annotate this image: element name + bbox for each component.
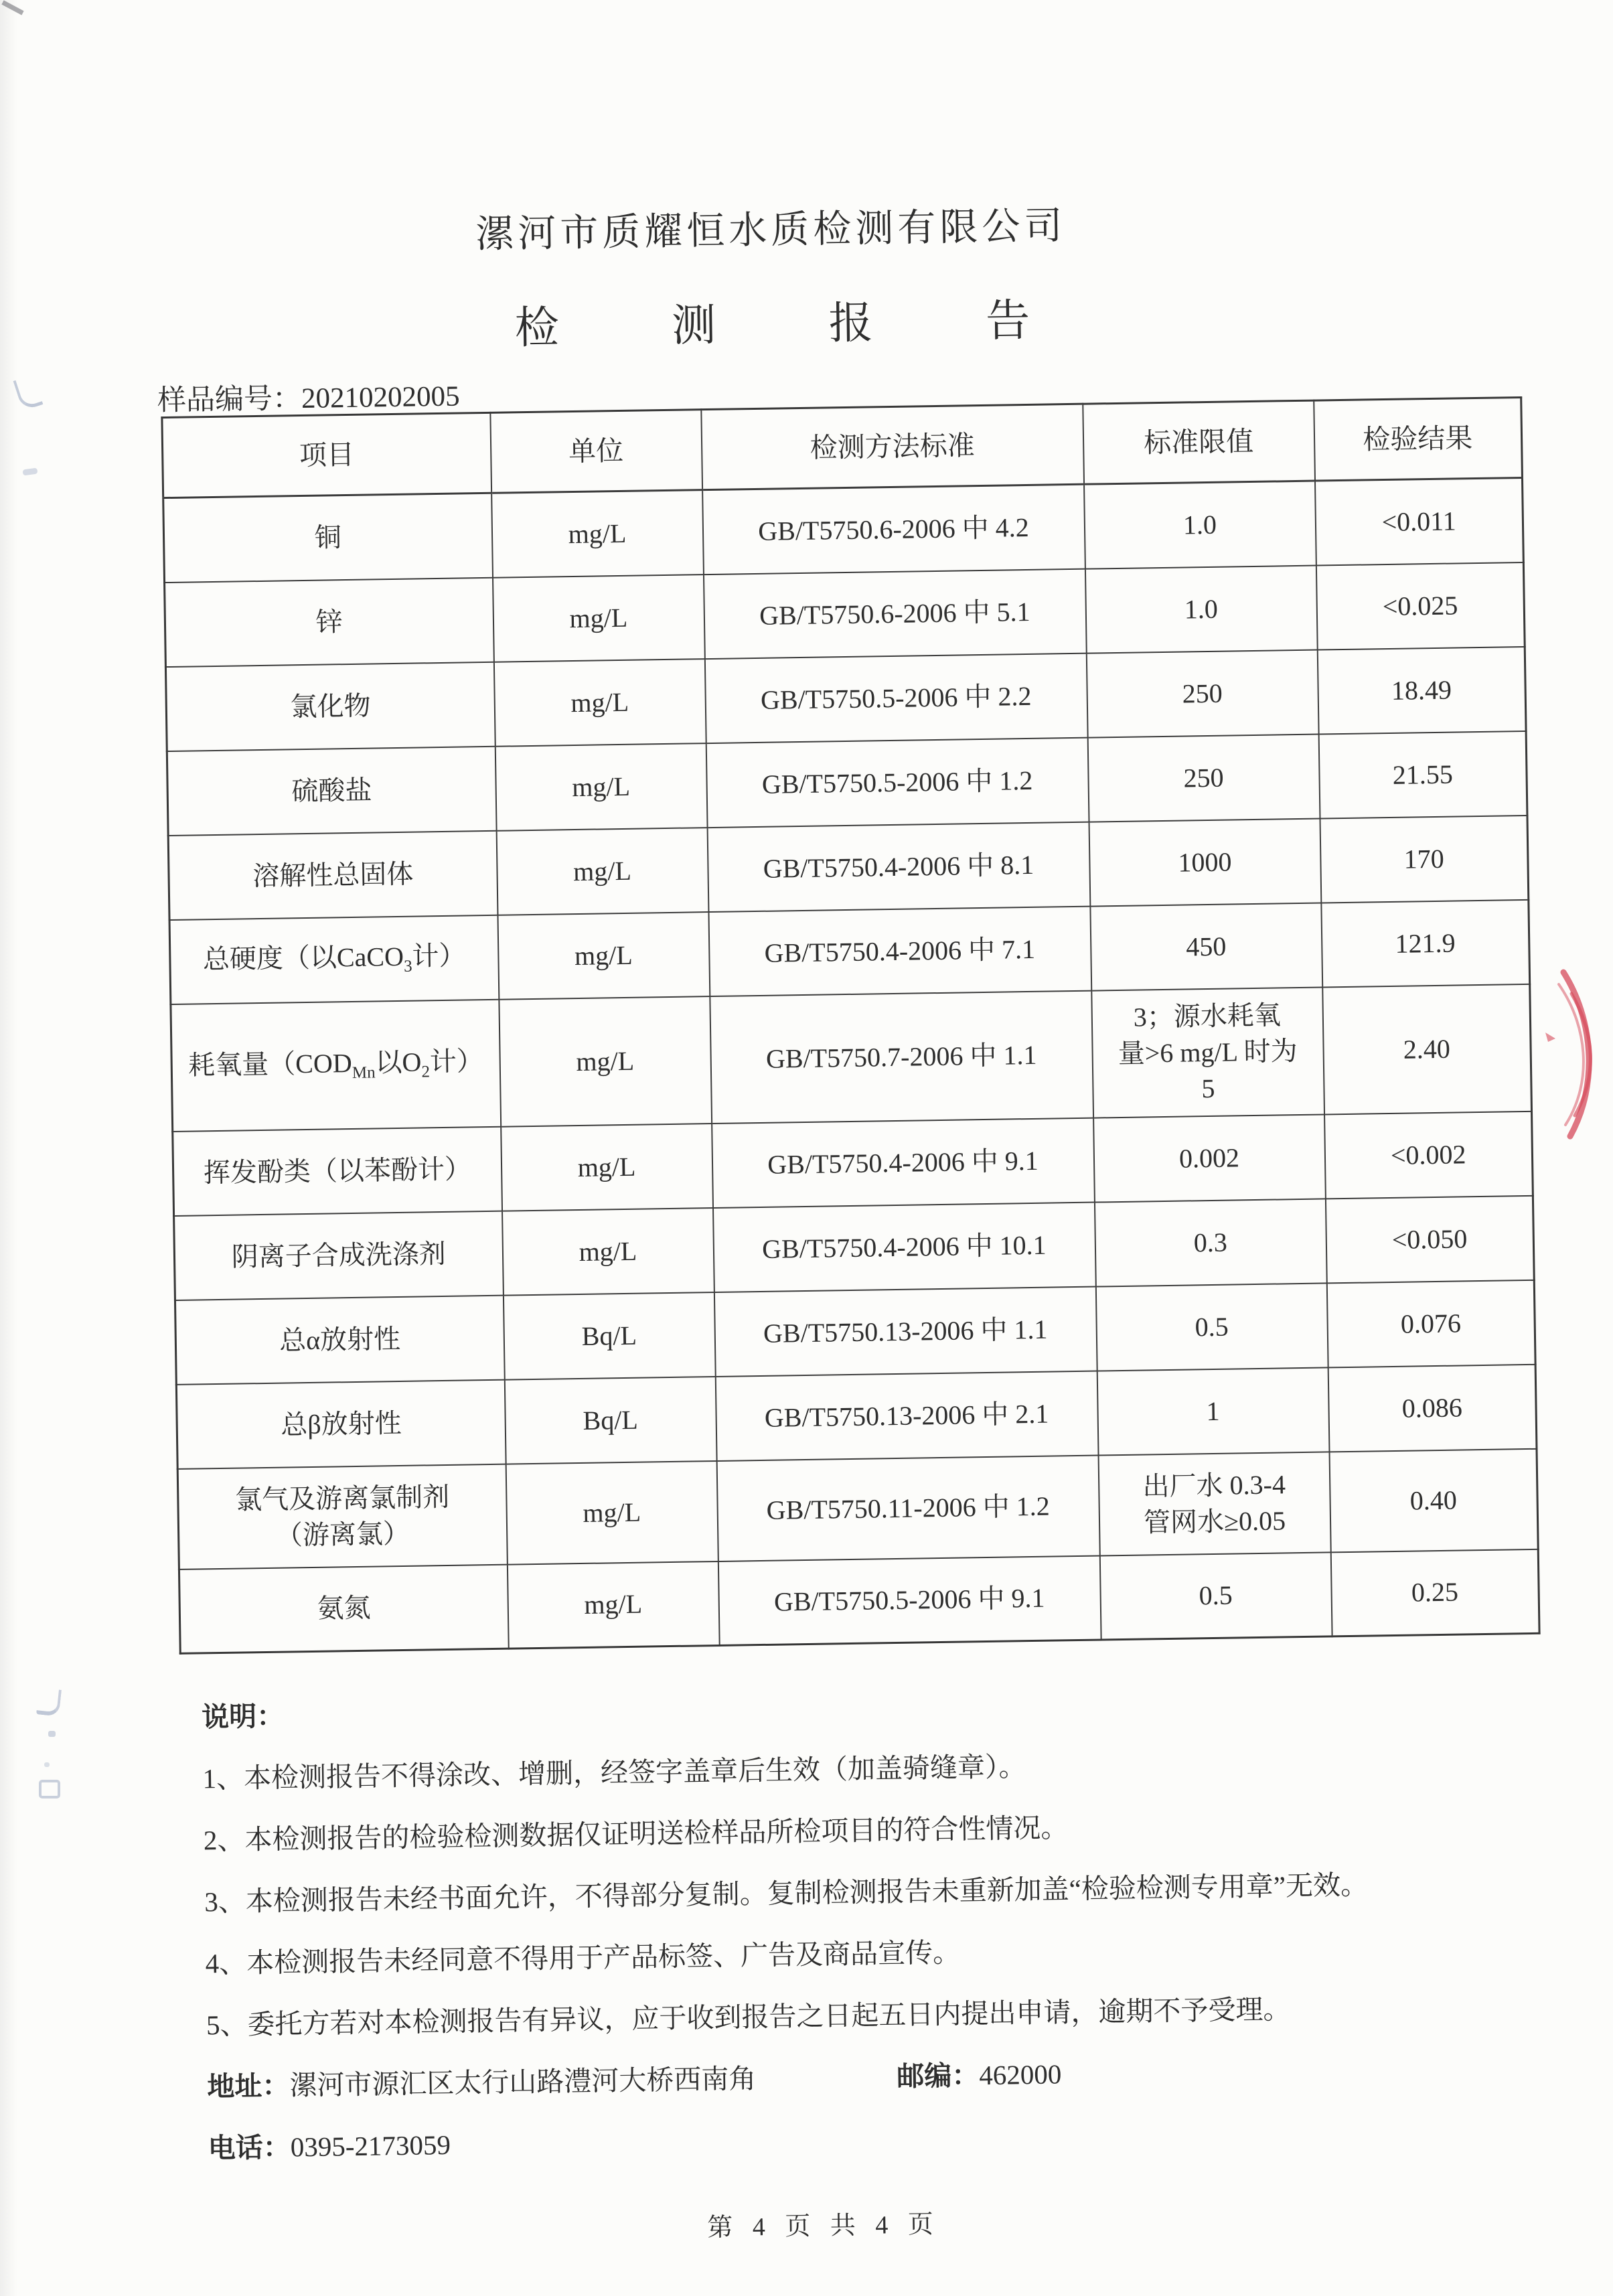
sample-number-label: 样品编号： xyxy=(157,383,302,417)
cell-result: 21.55 xyxy=(1318,731,1527,818)
cell-result: 18.49 xyxy=(1317,646,1526,734)
cell-limit: 250 xyxy=(1087,734,1320,822)
cell-item: 铜 xyxy=(163,493,493,582)
notes-label: 说明： xyxy=(201,1700,285,1733)
cell-unit: Bq/L xyxy=(503,1292,715,1380)
cell-item: 氨氮 xyxy=(179,1564,508,1653)
cell-unit: mg/L xyxy=(501,1124,713,1211)
cell-item: 硫酸盐 xyxy=(167,746,496,835)
header-item: 项目 xyxy=(162,412,491,498)
cell-method: GB/T5750.5-2006 中 1.2 xyxy=(706,737,1089,827)
address-label: 地址： xyxy=(207,2070,290,2102)
cell-result: 0.086 xyxy=(1328,1364,1537,1452)
cell-result: 2.40 xyxy=(1322,984,1532,1114)
notes-section xyxy=(202,1675,1575,2188)
cell-unit: mg/L xyxy=(497,912,710,1000)
header-method: 检测方法标准 xyxy=(701,404,1084,489)
note-item: 2、本检测报告的检验检测数据仅证明送检样品所检项目的符合性情况。 xyxy=(203,1812,1069,1856)
cell-method: GB/T5750.5-2006 中 9.1 xyxy=(718,1555,1101,1645)
cell-result: <0.050 xyxy=(1325,1195,1534,1283)
cell-item: 氯化物 xyxy=(165,662,495,751)
cell-method: GB/T5750.4-2006 中 10.1 xyxy=(713,1202,1096,1292)
cell-method: GB/T5750.5-2006 中 2.2 xyxy=(704,653,1087,743)
note-item: 4、本检测报告未经同意不得用于产品标签、广告及商品宣传。 xyxy=(205,1936,961,1979)
sample-number-line xyxy=(157,374,460,419)
cell-limit: 1 xyxy=(1097,1367,1329,1455)
cell-unit: mg/L xyxy=(499,996,712,1127)
cell-unit: mg/L xyxy=(502,1208,714,1296)
cell-unit: mg/L xyxy=(495,743,707,831)
header-unit: 单位 xyxy=(490,410,702,493)
cell-item: 总β放射性 xyxy=(176,1379,506,1468)
cell-limit: 1000 xyxy=(1089,818,1321,906)
cell-result: 0.25 xyxy=(1330,1549,1539,1636)
cell-item: 总硬度（以CaCO$_3$计） xyxy=(169,915,499,1004)
phone-label: 电话： xyxy=(208,2131,291,2164)
cell-result: 170 xyxy=(1320,815,1529,903)
cell-limit: 1.0 xyxy=(1085,565,1317,653)
cell-method: GB/T5750.7-2006 中 1.1 xyxy=(710,990,1093,1123)
cell-result: <0.002 xyxy=(1324,1111,1533,1199)
results-table xyxy=(161,396,1540,1655)
cell-limit: 0.3 xyxy=(1094,1199,1326,1286)
cell-unit: mg/L xyxy=(506,1460,718,1564)
cell-method: GB/T5750.13-2006 中 2.1 xyxy=(715,1371,1098,1460)
table-row xyxy=(171,984,1532,1131)
cell-limit: 1.0 xyxy=(1084,481,1316,568)
cell-limit: 0.002 xyxy=(1093,1114,1326,1202)
cell-result: <0.011 xyxy=(1315,477,1524,565)
cell-unit: mg/L xyxy=(491,490,704,578)
cell-item: 耗氧量（$COD_{Mn}$以$O_2$计） xyxy=(171,999,501,1131)
cell-item: 溶解性总固体 xyxy=(168,830,497,919)
company-name: 漯河市质耀恒水质检测有限公司 xyxy=(475,205,1067,256)
address-line xyxy=(207,2044,1573,2104)
cell-result: 121.9 xyxy=(1321,899,1530,987)
cell-item: 总α放射性 xyxy=(175,1295,504,1384)
cell-item: 阴离子合成洗涤剂 xyxy=(174,1211,504,1300)
address-value: 漯河市源汇区太行山路澧河大桥西南角 xyxy=(289,2063,757,2101)
postcode-label: 邮编： xyxy=(896,2060,980,2092)
cell-method: GB/T5750.4-2006 中 8.1 xyxy=(707,822,1090,911)
seal-stamp-edge xyxy=(1535,952,1613,1153)
cell-item: 挥发酚类（以苯酚计） xyxy=(173,1126,502,1215)
report-title: 检 测 报 告 xyxy=(514,295,1081,354)
page-number: 第 4 页 共 4 页 xyxy=(707,2210,941,2242)
header-result: 检验结果 xyxy=(1314,397,1523,481)
cell-limit: 0.5 xyxy=(1099,1552,1332,1640)
postcode-group xyxy=(897,2052,1062,2094)
cell-method: GB/T5750.4-2006 中 7.1 xyxy=(708,906,1091,996)
cell-limit: 0.5 xyxy=(1095,1283,1328,1371)
cell-method: GB/T5750.4-2006 中 9.1 xyxy=(712,1118,1095,1207)
cell-item: 氯气及游离氯制剂 （游离氯） xyxy=(177,1464,507,1569)
cell-result: 0.076 xyxy=(1326,1280,1535,1367)
report-title-wrap xyxy=(0,277,1556,364)
cell-unit: mg/L xyxy=(493,659,706,747)
phone-value: 0395-2173059 xyxy=(290,2129,451,2163)
cell-method: GB/T5750.13-2006 中 1.1 xyxy=(714,1286,1097,1376)
cell-unit: mg/L xyxy=(493,575,705,662)
postcode-value: 462000 xyxy=(978,2058,1062,2091)
cell-result: <0.025 xyxy=(1316,562,1525,649)
cell-unit: mg/L xyxy=(507,1561,719,1649)
cell-item: 锌 xyxy=(165,577,494,666)
cell-method: GB/T5750.6-2006 中 5.1 xyxy=(703,568,1086,658)
note-item: 3、本检测报告未经书面允许，不得部分复制。复制检测报告未重新加盖“检验检测专用章”无效。 xyxy=(204,1869,1369,1918)
header-limit: 标准限值 xyxy=(1083,400,1315,484)
note-item: 5、委托方若对本检测报告有异议，应于收到报告之日起五日内提出申请，逾期不予受理。 xyxy=(206,1993,1291,2041)
cell-method: GB/T5750.6-2006 中 4.2 xyxy=(702,484,1085,574)
cell-limit: 3；源水耗氧 量>6 mg/L 时为 5 xyxy=(1091,987,1324,1118)
cell-unit: mg/L xyxy=(496,828,708,915)
cell-limit: 250 xyxy=(1086,649,1318,737)
cell-limit: 出厂水 0.3-4 管网水≥0.05 xyxy=(1098,1452,1330,1555)
phone-line xyxy=(208,2106,1574,2165)
note-item: 1、本检测报告不得涂改、增删，经签字盖章后生效（加盖骑缝章）。 xyxy=(202,1751,1026,1794)
cell-result: 0.40 xyxy=(1329,1448,1538,1552)
cell-unit: Bq/L xyxy=(504,1377,716,1464)
table-row xyxy=(177,1448,1538,1569)
sample-number-value: 20210202005 xyxy=(301,380,460,415)
cell-method: GB/T5750.11-2006 中 1.2 xyxy=(716,1455,1099,1561)
cell-limit: 450 xyxy=(1090,903,1322,990)
